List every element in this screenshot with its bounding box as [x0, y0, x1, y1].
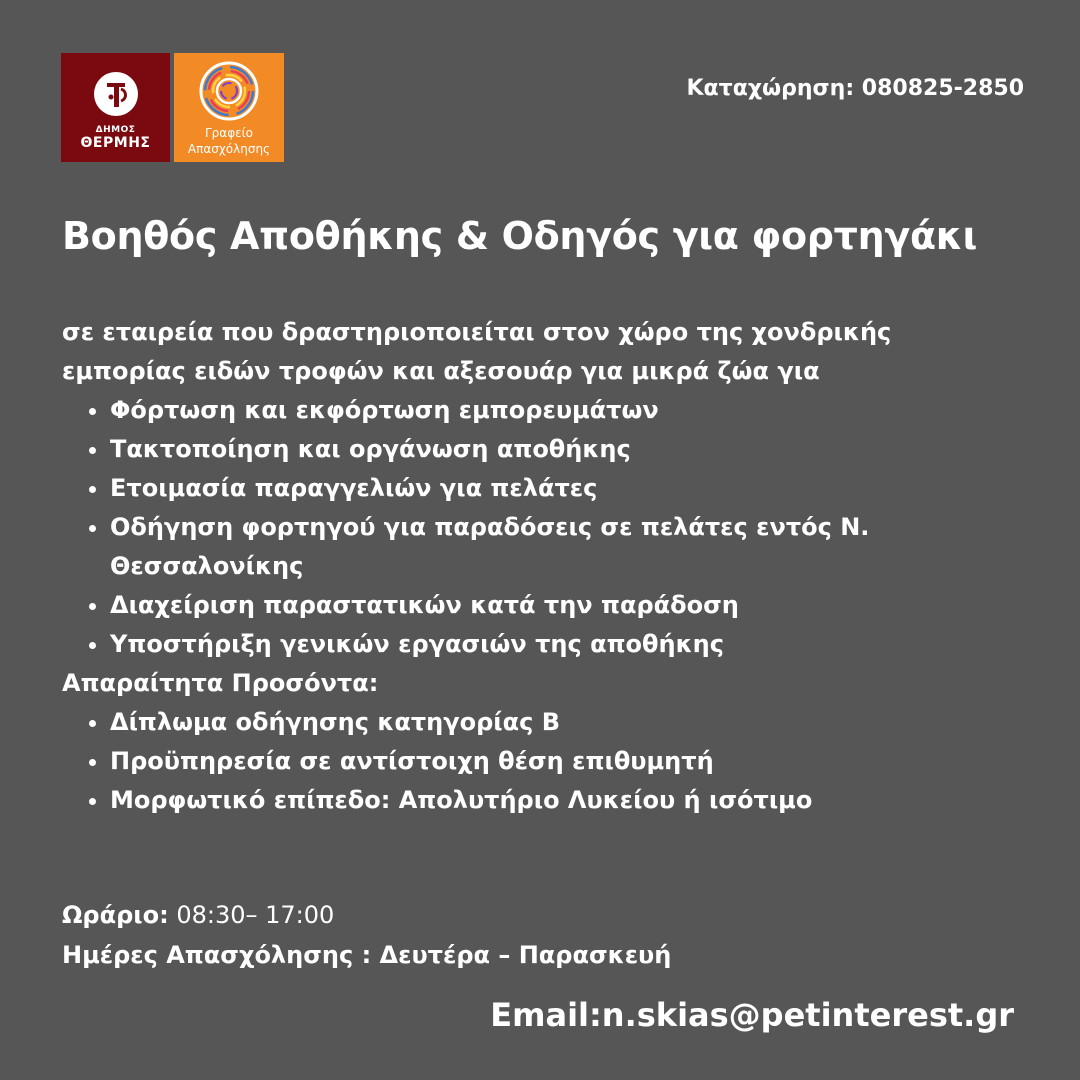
requirement-item: • Προϋπηρεσία σε αντίστοιχη θέση επιθυμητή [110, 742, 992, 781]
colorful-ring-icon [197, 59, 261, 123]
employment-office-logo [174, 53, 284, 162]
office-label-line2: Απασχόλησης [187, 142, 271, 156]
duty-item: • Ετοιμασία παραγγελιών για πελάτες [110, 469, 992, 508]
municipality-emblem-icon [93, 71, 139, 117]
requirement-item: • Δίπλωμα οδήγησης κατηγορίας Β [110, 703, 992, 742]
municipality-name-label: ΘΕΡΜΗΣ [80, 135, 151, 151]
duty-item: • Οδήγηση φορτηγού για παραδόσεις σε πελάτες εντός Ν. Θεσσαλονίκης [110, 508, 992, 586]
municipality-small-label: ΔΗΜΟΣ [95, 125, 136, 135]
working-days: Ημέρες Απασχόλησης : Δευτέρα – Παρασκευή [62, 941, 672, 969]
municipality-logo [61, 53, 170, 162]
requirements-heading: Απαραίτητα Προσόντα: [62, 669, 379, 697]
working-hours [62, 896, 334, 934]
office-label-line1: Γραφείο [204, 126, 254, 140]
working-hours-value: 08:30– 17:00 [168, 901, 335, 929]
requirements-list [62, 703, 992, 820]
duty-item: • Τακτοποίηση και οργάνωση αποθήκης [110, 430, 992, 469]
duty-item: • Διαχείριση παραστατικών κατά την παράδοση [110, 586, 992, 625]
duty-item: • Υποστήριξη γενικών εργασιών της αποθήκης [110, 625, 992, 664]
registration-number: Καταχώρηση: 080825-2850 [686, 76, 1024, 101]
contact-email[interactable]: Email:n.skias@petinterest.gr [490, 996, 1014, 1034]
job-title: Βοηθός Αποθήκης & Οδηγός για φορτηγάκι [62, 214, 977, 258]
job-description [62, 313, 992, 820]
duty-item: • Φόρτωση και εκφόρτωση εμπορευμάτων [110, 391, 992, 430]
requirement-item: • Μορφωτικό επίπεδο: Απολυτήριο Λυκείου ή ισότιμο [110, 781, 992, 820]
working-hours-label: Ωράριο: [62, 901, 169, 929]
company-intro: σε εταιρεία που δραστηριοποιείται στον χώρο της χονδρικής εμπορίας ειδών τροφών και αξεσουάρ για μικρά ζώα για [62, 318, 892, 385]
duties-list [62, 391, 992, 664]
